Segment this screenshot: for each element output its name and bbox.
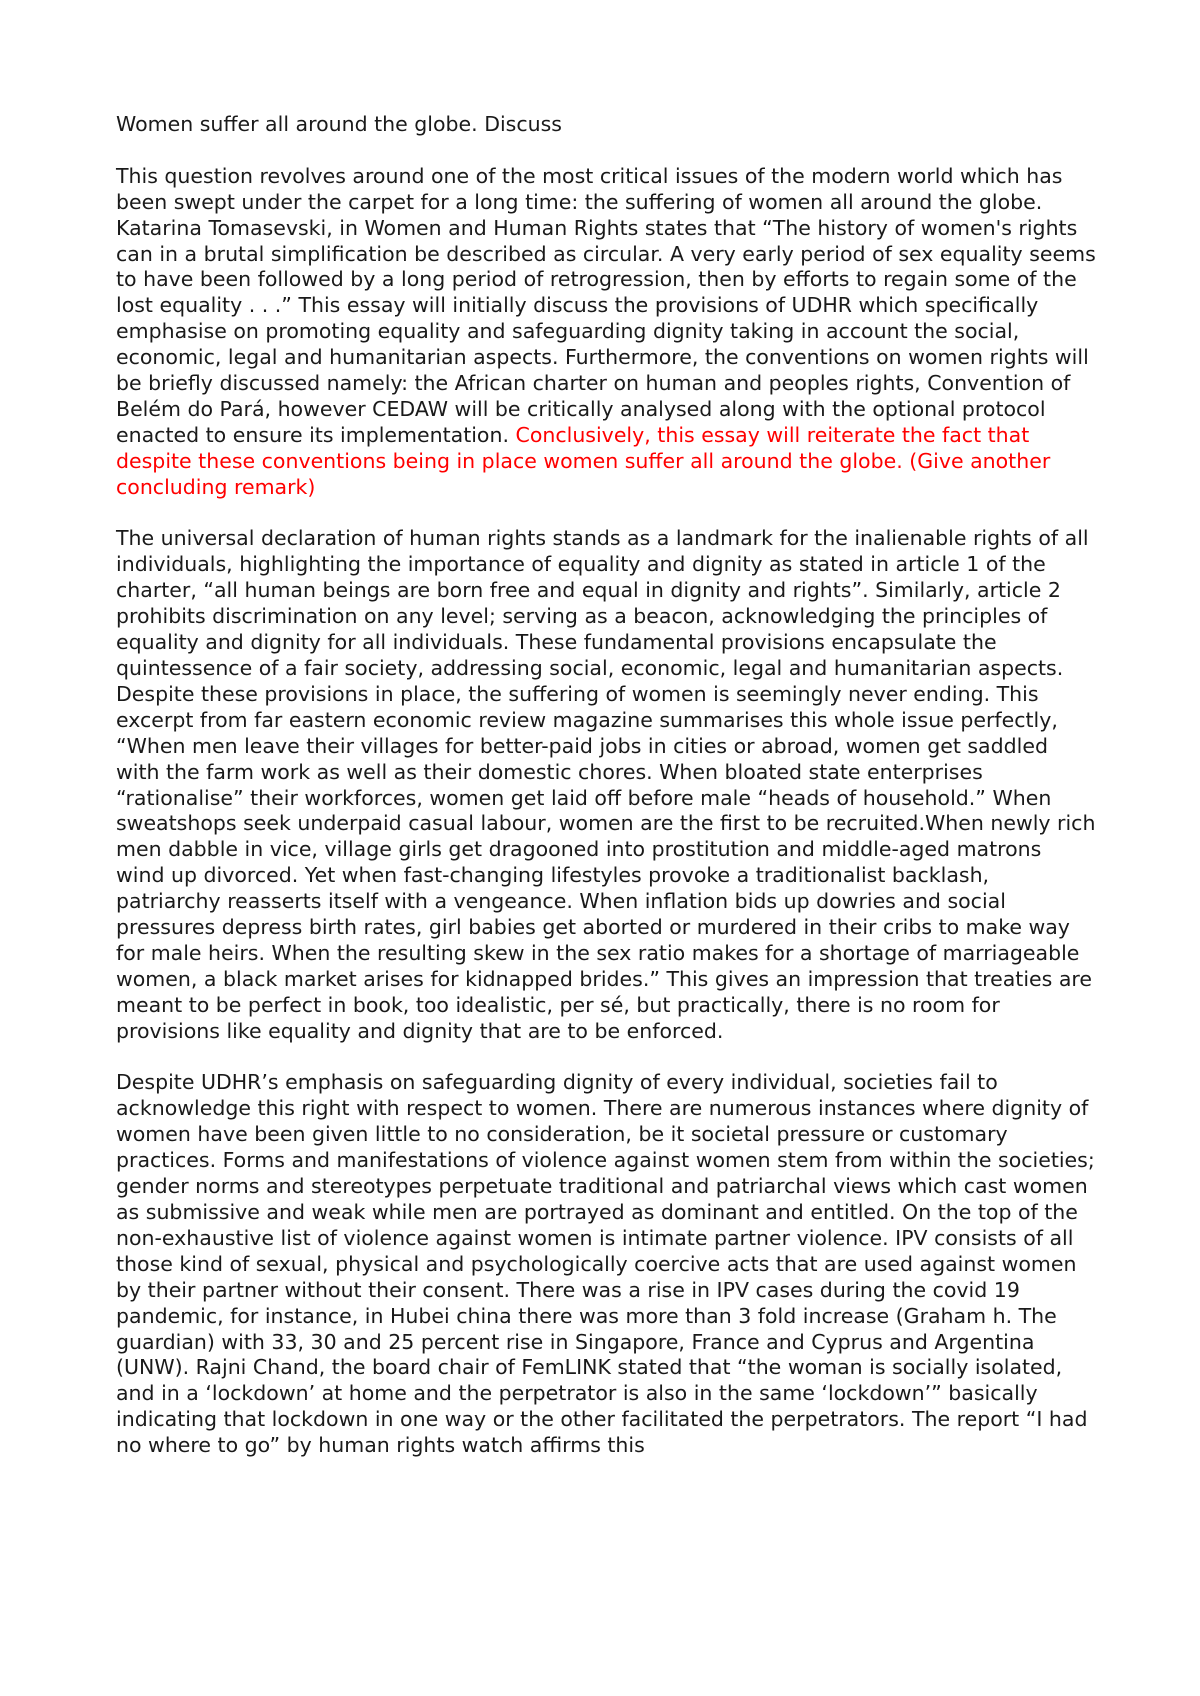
document-body [116, 112, 1096, 1459]
paragraph-dignity: Despite UDHR’s emphasis on safeguarding dignity of every individual, societies fail to acknowledge this right with respect to women. There are numerous instances where dignity of women have been given little to no consideration, be it societal pressure or customary practices. Forms and manifestations of violence against women stem from within the societies; gender norms and stereotypes perpetuate traditional and patriarchal views which cast women as submissive and weak while men are portrayed as dominant and entitled. On the top of the non-exhaustive list of violence against women is intimate partner violence. IPV consists of all those kind of sexual, physical and psychologically coercive acts that are used against women by their partner without their consent. There was a rise in IPV cases during the covid 19 pandemic, for instance, in Hubei china there was more than 3 fold increase (Graham h. The guardian) with 33, 30 and 25 percent rise in Singapore, France and Cyprus and Argentina (UNW). Rajni Chand, the board chair of FemLINK stated that “the woman is socially isolated, and in a ‘lockdown’ at home and the perpetrator is also in the same ‘lockdown’” basically indicating that lockdown in one way or the other facilitated the perpetrators. The report “I had no where to go” by human rights watch affirms this [116, 1070, 1095, 1458]
essay-title: Women suffer all around the globe. Discuss [116, 112, 562, 136]
introduction-highlighted-remark: Conclusively, this essay will reiterate the fact that despite these conventions being in place women suffer all around the globe. (Give another concluding remark) [116, 422, 1051, 499]
paragraph-introduction [116, 164, 1096, 501]
introduction-text: This question revolves around one of the most critical issues of the modern world which has been swept under the carpet for a long time: the suffering of women all around the globe. Katarina Tomasevski, in Women and Human Rights states that “The history of women's rights can in a brutal simplification be described as circular. A very early period of sex equality seems to have been followed by a long period of retrogression, then by efforts to regain some of the lost equality . . .” This essay will initially discuss the provisions of UDHR which specifically emphasise on promoting equality and safeguarding dignity taking in account the social, economic, legal and humanitarian aspects. Furthermore, the conventions on women rights will be briefly discussed namely: the African charter on human and peoples rights, Convention of Belém do Pará, however CEDAW will be critically analysed along with the optional protocol enacted to ensure its implementation. [116, 163, 1096, 447]
paragraph-udhr: The universal declaration of human rights stands as a landmark for the inalienable rights of all individuals, highlighting the importance of equality and dignity as stated in article 1 of the charter, “all human beings are born free and equal in dignity and rights”. Similarly, article 2 prohibits discrimination on any level; serving as a beacon, acknowledging the principles of equality and dignity for all individuals. These fundamental provisions encapsulate the quintessence of a fair society, addressing social, economic, legal and humanitarian aspects. Despite these provisions in place, the suffering of women is seemingly never ending. This excerpt from far eastern economic review magazine summarises this whole issue perfectly, “When men leave their villages for better-paid jobs in cities or abroad, women get saddled with the farm work as well as their domestic chores. When bloated state enterprises “rationalise” their workforces, women get laid off before male “heads of household.” When sweatshops seek underpaid casual labour, women are the first to be recruited.When newly rich men dabble in vice, village girls get dragooned into prostitution and middle-aged matrons wind up divorced. Yet when fast-changing lifestyles provoke a traditionalist backlash, patriarchy reasserts itself with a vengeance. When inflation bids up dowries and social pressures depress birth rates, girl babies get aborted or murdered in their cribs to make way for male heirs. When the resulting skew in the sex ratio makes for a shortage of marriageable women, a black market arises for kidnapped brides.” This gives an impression that treaties are meant to be perfect in book, too idealistic, per sé, but practically, there is no room for provisions like equality and dignity that are to be enforced. [116, 526, 1096, 1043]
